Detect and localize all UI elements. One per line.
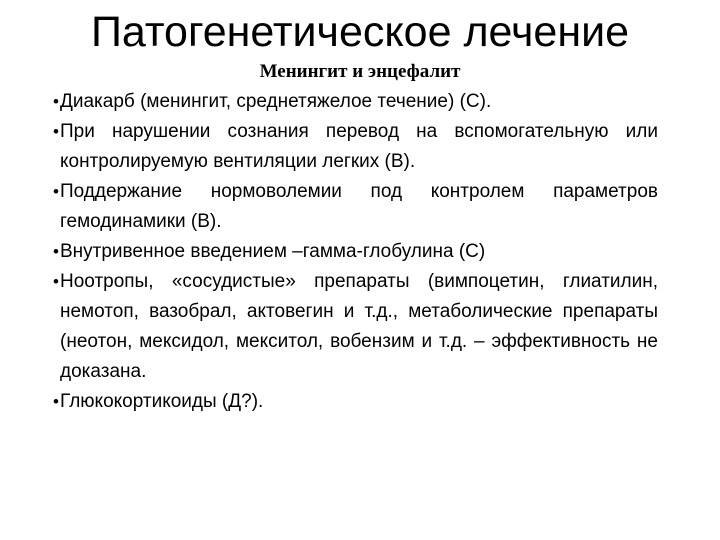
bullet-text: При нарушении сознания перевод на вспомогательную или контролируемую вентиляции легких (В). — [60, 121, 658, 172]
bullet-list — [53, 87, 658, 417]
bullet-text: Поддержание нормоволемии под контролем параметров гемодинамики (В). — [60, 181, 658, 232]
bullet-marker: • — [53, 392, 59, 411]
bullet-text: Глюкокортикоиды (Д?). — [60, 391, 264, 412]
bullet-item — [53, 267, 658, 387]
bullet-item — [53, 387, 658, 417]
bullet-marker: • — [53, 242, 59, 261]
bullet-marker: • — [53, 182, 59, 201]
bullet-text: Внутривенное введением –гамма-глобулина (С) — [60, 241, 486, 262]
bullet-item — [53, 117, 658, 177]
bullet-text: Ноотропы, «сосудистые» препараты (вимпоцетин, глиатилин, немотоп, вазобрал, актовегин и т.д., метаболические препараты (неотон, мексидол, мекситол, вобензим и т.д. – эффективность не доказана. — [60, 271, 658, 382]
bullet-text: Диакарб (менингит, среднетяжелое течение) (С). — [60, 91, 492, 112]
slide-title: Патогенетическое лечение — [90, 8, 630, 56]
bullet-item — [53, 237, 658, 267]
bullet-marker: • — [53, 272, 59, 291]
bullet-item — [53, 177, 658, 237]
slide-subtitle: Менингит и энцефалит — [259, 61, 461, 82]
bullet-marker: • — [53, 122, 59, 141]
bullet-marker: • — [53, 92, 59, 111]
bullet-item — [53, 87, 658, 117]
